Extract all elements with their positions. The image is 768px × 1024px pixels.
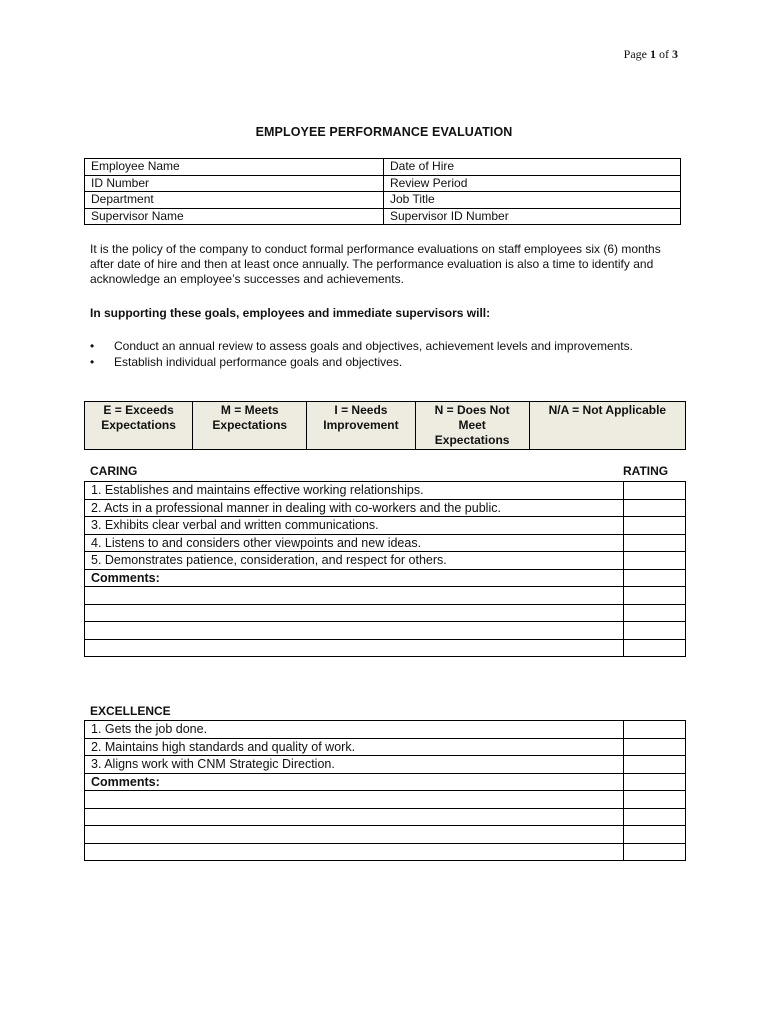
comments-label: Comments: — [85, 773, 624, 791]
table-row — [85, 721, 686, 739]
comment-line[interactable] — [85, 587, 624, 605]
rating-cell[interactable] — [624, 534, 686, 552]
table-row — [85, 808, 686, 826]
excellence-rating-table — [84, 720, 686, 861]
criterion-label: 3. Exhibits clear verbal and written communications. — [85, 517, 624, 535]
bullet-icon: • — [90, 355, 95, 369]
table-row — [85, 791, 686, 809]
bullet-icon: • — [90, 339, 95, 353]
rating-cell[interactable] — [624, 756, 686, 774]
rating-cell[interactable] — [624, 826, 686, 844]
info-row — [85, 159, 681, 176]
rating-cell[interactable] — [624, 587, 686, 605]
comment-line[interactable] — [85, 622, 624, 640]
rating-cell[interactable] — [624, 482, 686, 500]
rating-cell[interactable] — [624, 499, 686, 517]
info-cell-supervisor-id[interactable]: Supervisor ID Number — [384, 208, 681, 225]
table-row — [85, 587, 686, 605]
info-row — [85, 192, 681, 209]
legend-needs-improvement: I = Needs Improvement — [307, 402, 415, 450]
page-prefix: Page — [623, 47, 647, 61]
table-row — [85, 569, 686, 587]
rating-cell[interactable] — [624, 552, 686, 570]
table-row — [85, 826, 686, 844]
table-row — [85, 622, 686, 640]
rating-cell[interactable] — [624, 791, 686, 809]
page-of: of — [659, 47, 669, 61]
info-cell-id-number[interactable]: ID Number — [85, 175, 384, 192]
caring-rating-table — [84, 481, 686, 657]
rating-cell[interactable] — [624, 569, 686, 587]
criterion-label: 2. Acts in a professional manner in dealing with co-workers and the public. — [85, 499, 624, 517]
table-row — [85, 482, 686, 500]
info-cell-job-title[interactable]: Job Title — [384, 192, 681, 209]
info-cell-supervisor-name[interactable]: Supervisor Name — [85, 208, 384, 225]
rating-cell[interactable] — [624, 517, 686, 535]
table-row — [85, 517, 686, 535]
info-cell-review-period[interactable]: Review Period — [384, 175, 681, 192]
comments-label: Comments: — [85, 569, 624, 587]
criterion-label: 5. Demonstrates patience, consideration, and respect for others. — [85, 552, 624, 570]
table-row — [85, 756, 686, 774]
table-row — [85, 639, 686, 657]
list-item — [90, 338, 633, 354]
criterion-label: 2. Maintains high standards and quality of work. — [85, 738, 624, 756]
rating-cell[interactable] — [624, 639, 686, 657]
page-number — [624, 47, 678, 62]
comment-line[interactable] — [85, 639, 624, 657]
policy-paragraph: It is the policy of the company to conduct formal performance evaluations on staff employees six (6) months after date of hire and then at least once annually. The performance evaluation is also a time to identify and acknowledge an employee’s successes and achievements. — [90, 242, 661, 286]
page-total: 3 — [672, 47, 678, 61]
rating-cell[interactable] — [624, 738, 686, 756]
table-row — [85, 534, 686, 552]
goals-bullet-list — [90, 338, 633, 370]
comment-line[interactable] — [85, 604, 624, 622]
table-row — [85, 552, 686, 570]
table-row — [85, 604, 686, 622]
comment-line[interactable] — [85, 826, 624, 844]
legend-exceeds: E = Exceeds Expectations — [85, 402, 193, 450]
page-current: 1 — [650, 47, 656, 61]
rating-legend-table — [84, 401, 686, 450]
table-row — [85, 499, 686, 517]
comment-line[interactable] — [85, 808, 624, 826]
criterion-label: 3. Aligns work with CNM Strategic Direction. — [85, 756, 624, 774]
rating-cell[interactable] — [624, 808, 686, 826]
bullet-text: Establish individual performance goals and objectives. — [114, 355, 403, 369]
criterion-label: 4. Listens to and considers other viewpoints and new ideas. — [85, 534, 624, 552]
legend-not-applicable: N/A = Not Applicable — [529, 402, 685, 450]
employee-info-table — [84, 158, 681, 225]
document-title: EMPLOYEE PERFORMANCE EVALUATION — [255, 125, 513, 139]
rating-cell[interactable] — [624, 773, 686, 791]
rating-column-label: RATING — [623, 464, 669, 478]
section-title-excellence: EXCELLENCE — [90, 704, 171, 718]
legend-does-not-meet: N = Does Not Meet Expectations — [415, 402, 529, 450]
rating-cell[interactable] — [624, 604, 686, 622]
comment-line[interactable] — [85, 791, 624, 809]
table-row — [85, 843, 686, 861]
list-item — [90, 354, 633, 370]
table-row — [85, 773, 686, 791]
rating-cell[interactable] — [624, 843, 686, 861]
info-row — [85, 208, 681, 225]
legend-row — [85, 402, 686, 450]
section-title-caring: CARING — [90, 464, 138, 478]
table-row — [85, 738, 686, 756]
rating-cell[interactable] — [624, 721, 686, 739]
criterion-label: 1. Gets the job done. — [85, 721, 624, 739]
bullet-text: Conduct an annual review to assess goals and objectives, achievement levels and improvements. — [114, 339, 633, 353]
criterion-label: 1. Establishes and maintains effective working relationships. — [85, 482, 624, 500]
info-cell-department[interactable]: Department — [85, 192, 384, 209]
legend-meets: M = Meets Expectations — [193, 402, 307, 450]
goals-heading: In supporting these goals, employees and immediate supervisors will: — [90, 306, 491, 320]
comment-line[interactable] — [85, 843, 624, 861]
info-cell-employee-name[interactable]: Employee Name — [85, 159, 384, 176]
rating-cell[interactable] — [624, 622, 686, 640]
info-row — [85, 175, 681, 192]
info-cell-date-of-hire[interactable]: Date of Hire — [384, 159, 681, 176]
